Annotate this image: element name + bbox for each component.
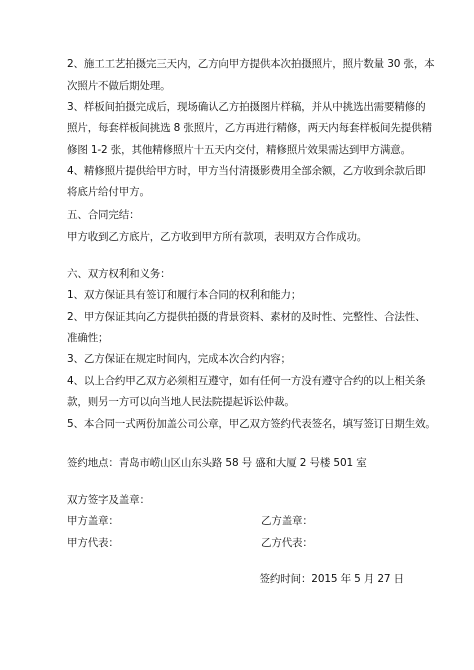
section-6-heading: 六、双方权利和义务： — [67, 268, 171, 280]
party-a-representative-label: 甲方代表： — [67, 537, 119, 549]
process-item-2-line-2: 次照片不做后期处理。 — [67, 80, 171, 92]
rights-item-4-line-1: 4、以上合约甲乙双方必须相互遵守，如有任何一方没有遵守合约的以上相关条 — [67, 375, 426, 387]
party-b-representative-label: 乙方代表： — [261, 537, 313, 549]
process-item-4-line-2: 将底片给付甲方。 — [67, 186, 150, 198]
rights-item-3: 3、乙方保证在规定时间内，完成本次合约内容； — [67, 353, 291, 365]
rights-item-4-line-2: 款，则另一方可以向当地人民法院提起诉讼仲裁。 — [67, 396, 295, 408]
rights-item-2-line-1: 2、甲方保证其向乙方提供拍摄的背景资料、素材的及时性、完整性、合法性、 — [67, 311, 426, 323]
process-item-3-line-3: 修图 1-2 张，其他精修照片十五天内交付，精修照片效果需达到甲方满意。 — [67, 144, 411, 156]
rights-item-2-line-2: 准确性； — [67, 332, 109, 344]
process-item-3-line-1: 3、样板间拍摄完成后，现场确认乙方拍摄图片样稿，并从中挑选出需要精修的 — [67, 101, 426, 113]
process-item-3-line-2: 照片，每套样板间挑选 8 张照片，乙方再进行精修，两天内每套样板间先提供精 — [67, 122, 432, 134]
signing-location: 签约地点：青岛市崂山区山东头路 58 号 盛和大厦 2 号楼 501 室 — [67, 457, 367, 469]
section-5-body: 甲方收到乙方底片，乙方收到甲方所有款项，表明双方合作成功。 — [67, 231, 368, 243]
rights-item-5: 5、本合同一式两份加盖公司公章，甲乙双方签约代表签名，填写签订日期生效。 — [67, 418, 436, 430]
party-b-seal-label: 乙方盖章： — [261, 515, 313, 527]
process-item-2-line-1: 2、施工工艺拍摄完三天内，乙方向甲方提供本次拍摄照片，照片数量 30 张，本 — [67, 58, 435, 70]
rights-item-1: 1、双方保证具有签订和履行本合同的权利和能力； — [67, 289, 302, 301]
process-item-4-line-1: 4、精修照片提供给甲方时，甲方当付清摄影费用全部余额，乙方收到余款后即 — [67, 165, 426, 177]
signing-date: 签约时间：2015 年 5 月 27 日 — [259, 573, 404, 585]
signatures-heading: 双方签字及盖章： — [67, 494, 150, 506]
party-a-seal-label: 甲方盖章： — [67, 515, 119, 527]
section-5-heading: 五、合同完结： — [67, 209, 140, 221]
